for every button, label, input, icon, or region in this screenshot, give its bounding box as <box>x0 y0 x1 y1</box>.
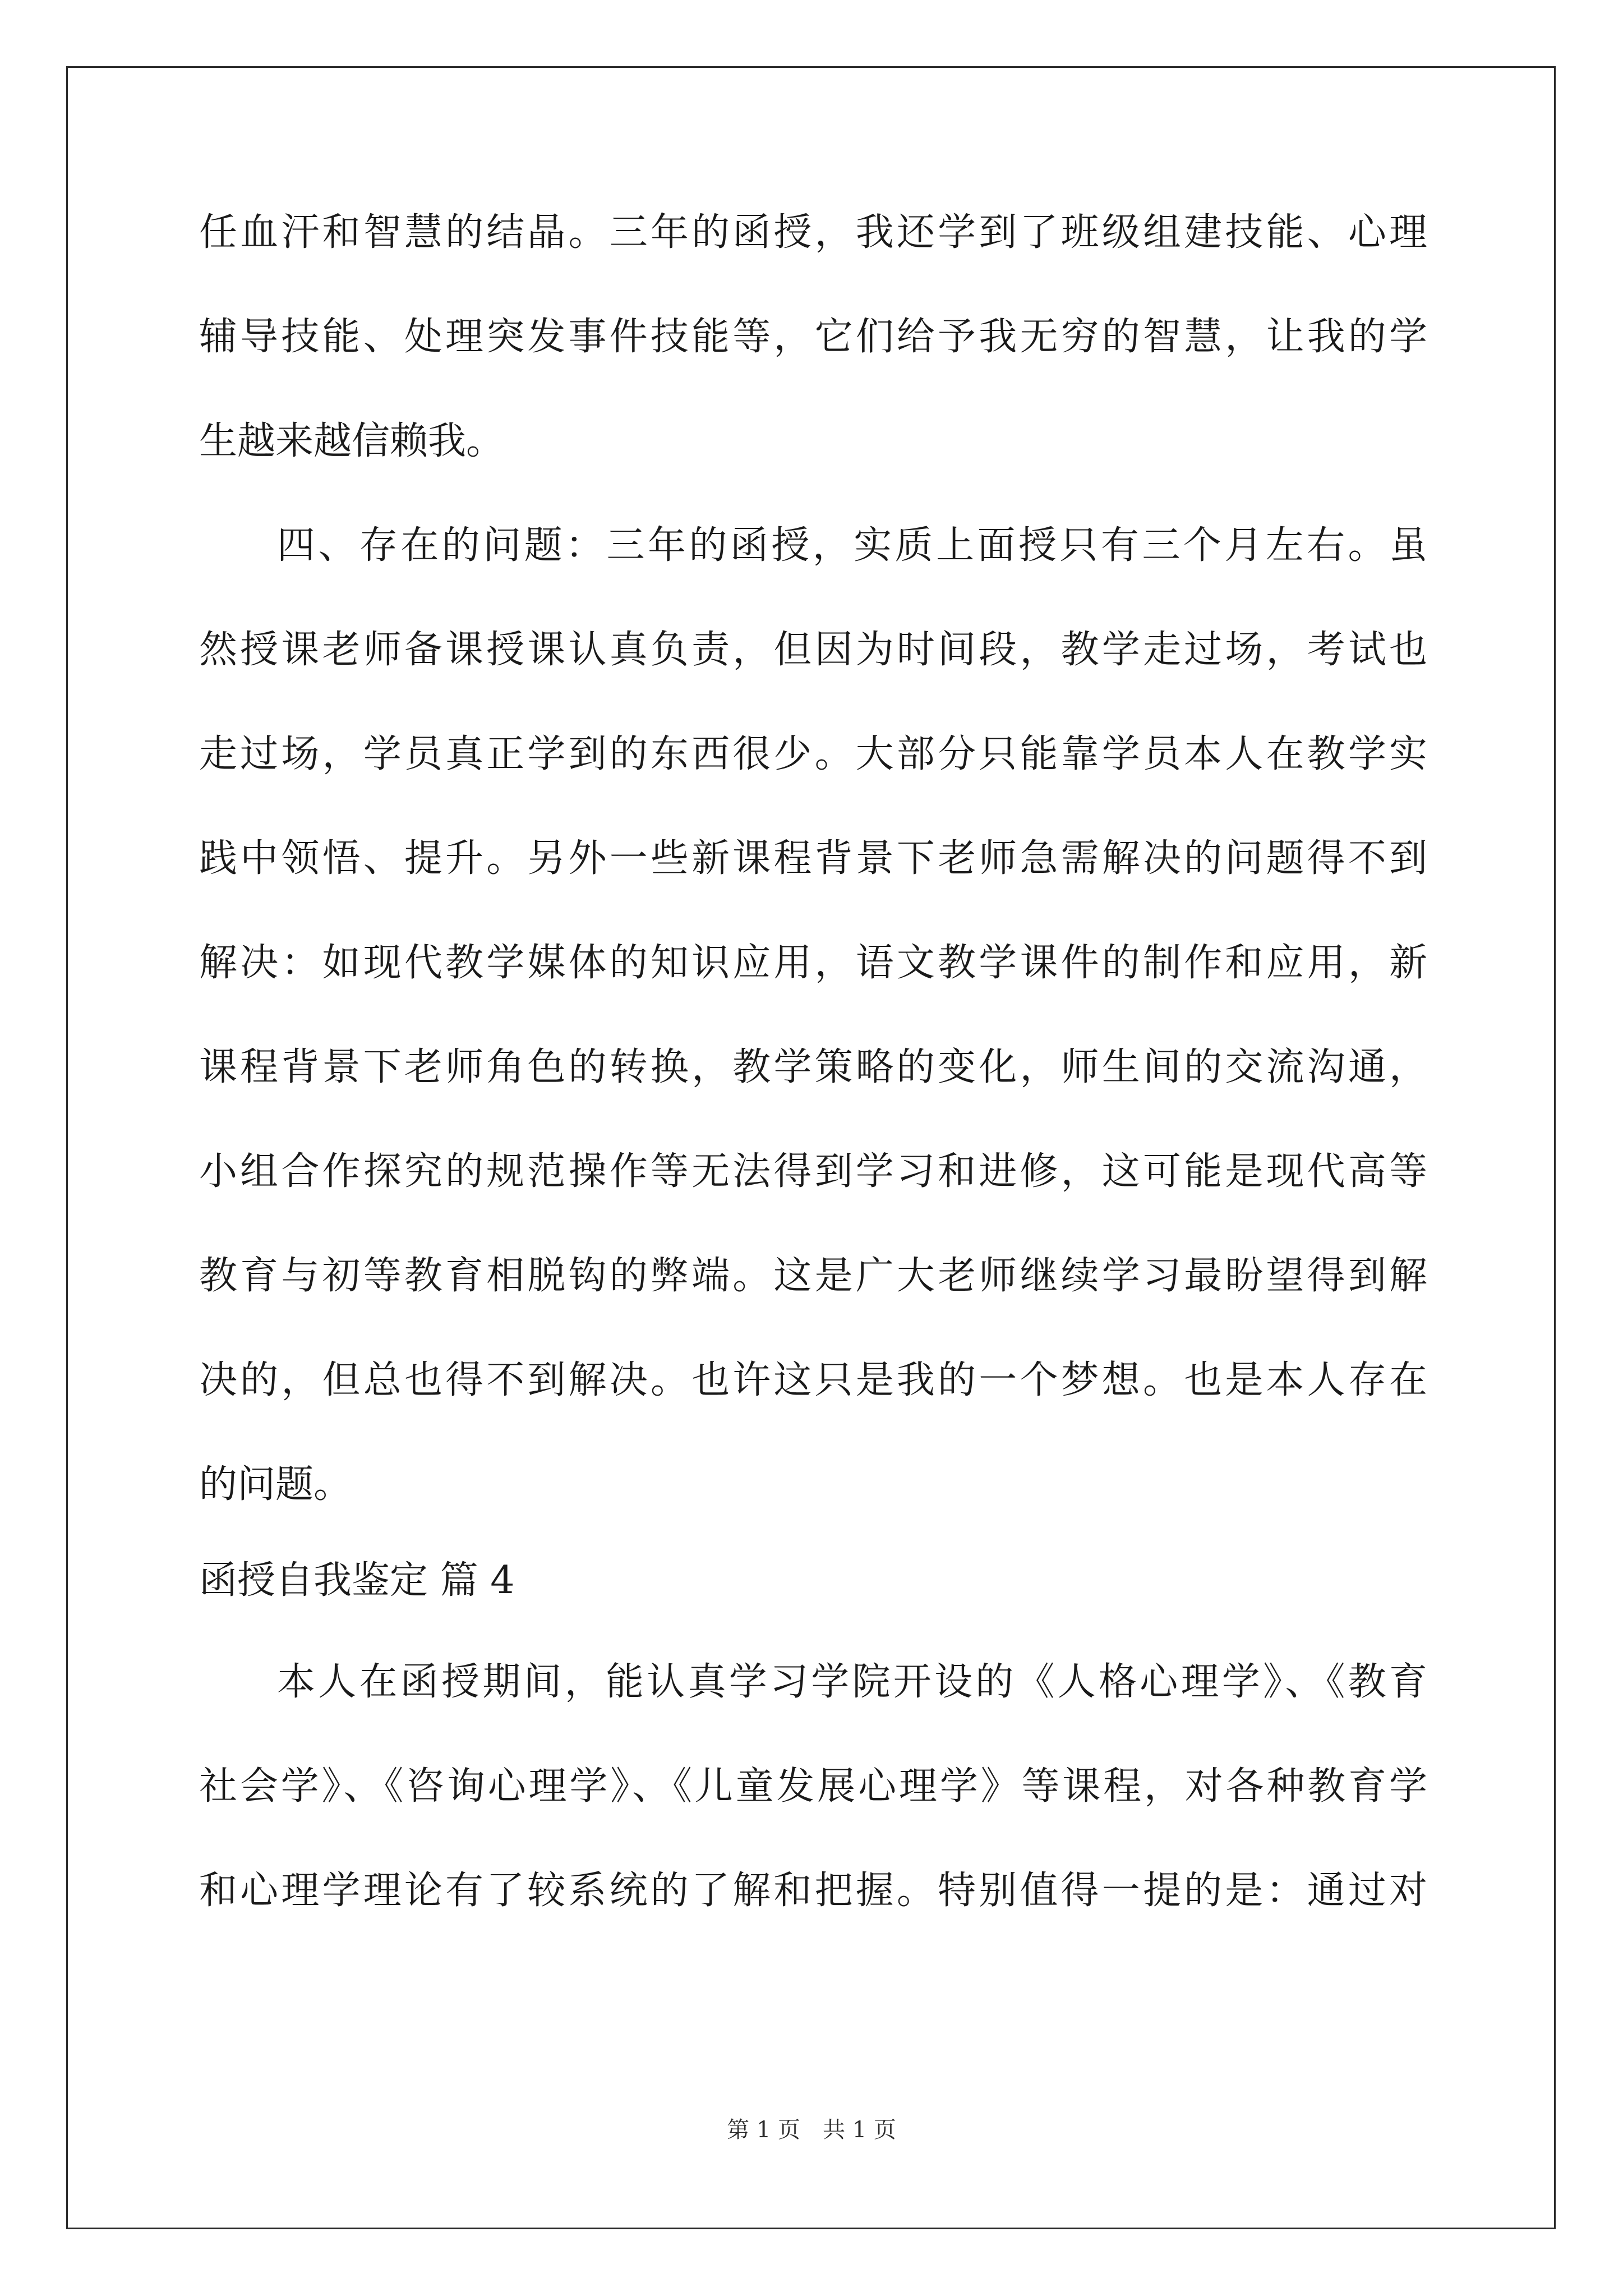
page-footer: 第 1 页 共 1 页 <box>727 2117 896 2143</box>
paragraph-line: 和心理学理论有了较系统的了解和把握。特别值得一提的是：通过对 <box>199 1869 1427 1913</box>
section-heading: 函授自我鉴定 篇 4 <box>199 1558 515 1603</box>
paragraph-line: 本人在函授期间，能认真学习学院开设的《人格心理学》、《教育 <box>277 1660 1427 1704</box>
paragraph-line: 小组合作探究的规范操作等无法得到学习和进修，这可能是现代高等 <box>199 1149 1427 1194</box>
paragraph-line: 的问题。 <box>199 1462 352 1507</box>
paragraph-line: 生越来越信赖我。 <box>199 419 505 463</box>
paragraph-line: 然授课老师备课授课认真负责，但因为时间段，教学走过场，考试也 <box>199 628 1427 672</box>
paragraph-line: 解决：如现代教学媒体的知识应用，语文教学课件的制作和应用，新 <box>199 941 1427 985</box>
paragraph-line: 走过场，学员真正学到的东西很少。大部分只能靠学员本人在教学实 <box>199 732 1427 776</box>
paragraph-line: 四、存在的问题：三年的函授，实质上面授只有三个月左右。虽 <box>277 523 1427 568</box>
paragraph-line: 决的，但总也得不到解决。也许这只是我的一个梦想。也是本人存在 <box>199 1358 1427 1402</box>
paragraph-line: 践中领悟、提升。另外一些新课程背景下老师急需解决的问题得不到 <box>199 836 1427 881</box>
paragraph-line: 课程背景下老师角色的转换，教学策略的变化，师生间的交流沟通， <box>199 1045 1427 1089</box>
paragraph-line: 辅导技能、处理突发事件技能等，它们给予我无穷的智慧，让我的学 <box>199 315 1427 359</box>
paragraph-line: 任血汗和智慧的结晶。三年的函授，我还学到了班级组建技能、心理 <box>199 210 1427 255</box>
paragraph-line: 教育与初等教育相脱钩的弊端。这是广大老师继续学习最盼望得到解 <box>199 1254 1427 1298</box>
paragraph-line: 社会学》、《咨询心理学》、《儿童发展心理学》等课程，对各种教育学 <box>199 1764 1427 1809</box>
